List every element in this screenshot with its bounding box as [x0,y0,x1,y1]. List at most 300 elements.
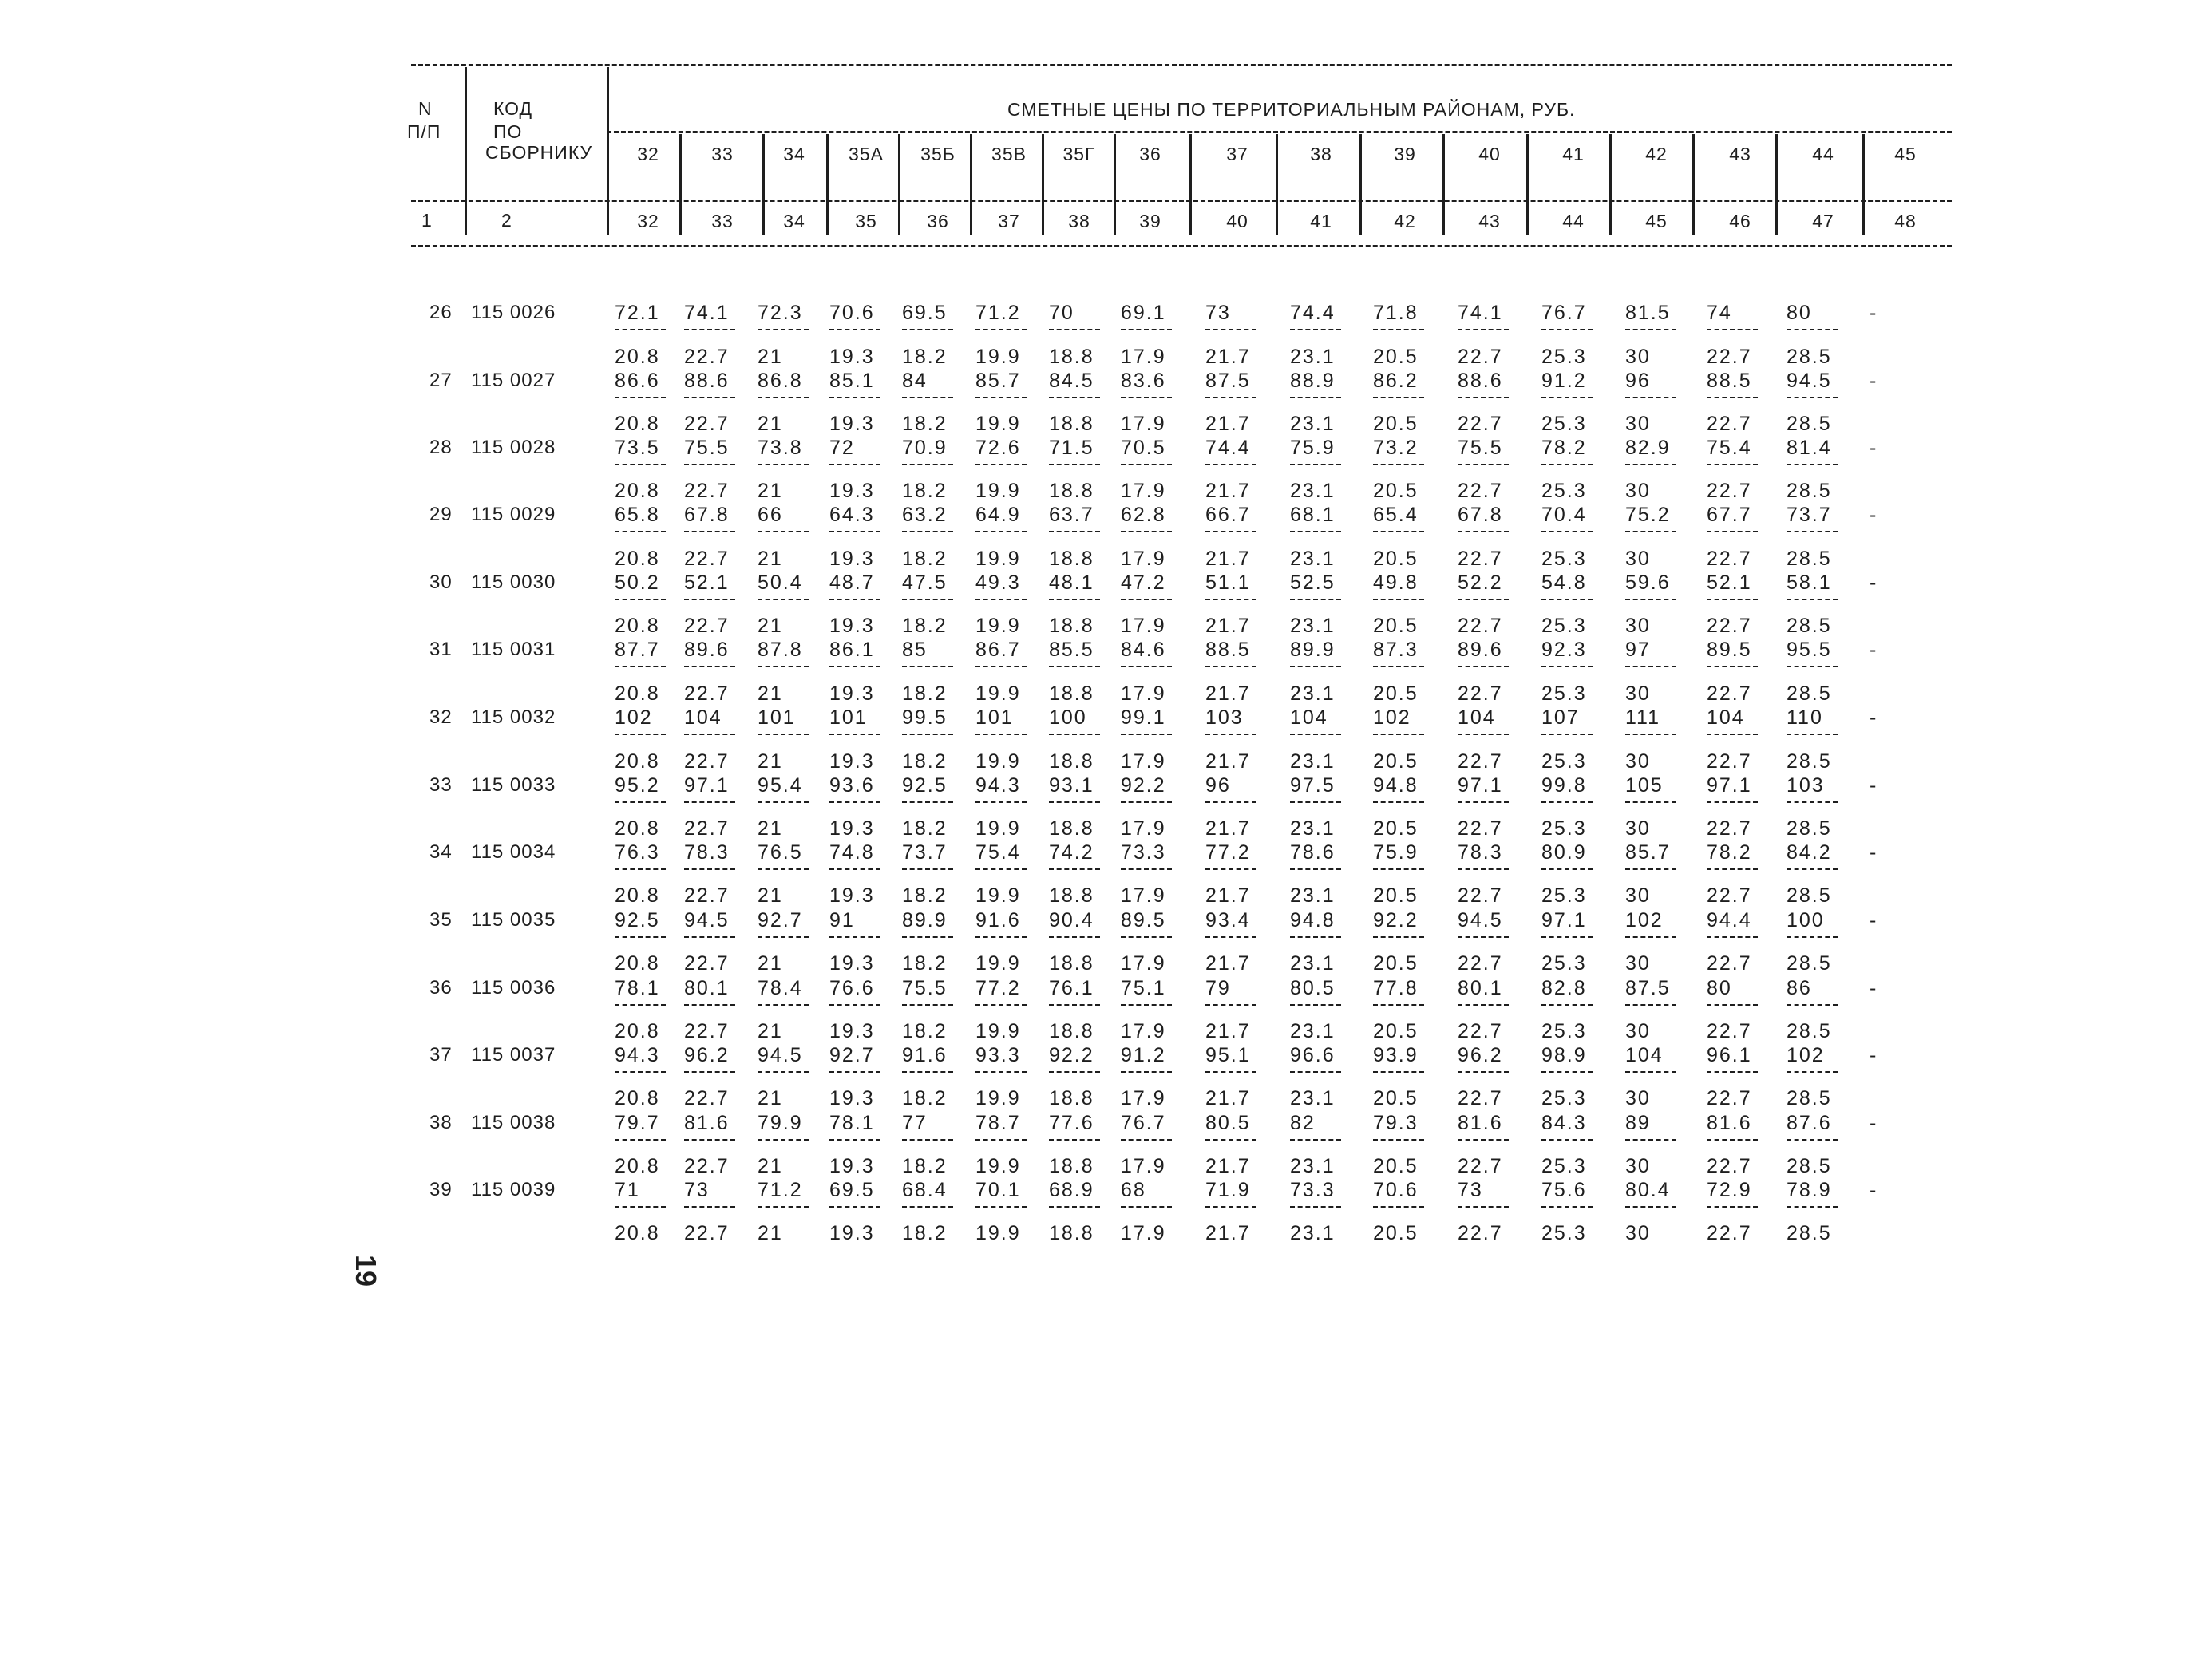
fraction-line [758,1139,809,1141]
fraction-line [902,666,953,667]
denominator-cell: 22.7 [1707,952,1752,975]
price-cell: 96.2 [1458,1044,1503,1066]
fraction-line [1290,734,1341,735]
fraction-line [615,1139,666,1141]
fraction-line [975,734,1027,735]
fraction-line [1373,397,1424,398]
row-code: 115 0031 [471,639,556,660]
price-cell: 93.1 [1049,774,1094,797]
denominator-cell: 22.7 [1707,1020,1752,1042]
fraction-line [1121,868,1172,870]
fraction-line [1205,936,1256,938]
district-code: 34 [783,144,805,164]
price-cell: 88.5 [1707,370,1752,392]
price-cell: 80.1 [1458,977,1503,999]
denominator-cell: 22.7 [1458,346,1503,368]
denominator-cell: 21.7 [1205,884,1251,907]
price-cell: 94.8 [1290,909,1336,931]
page-number: 19 [350,1254,383,1287]
fraction-line [1373,599,1424,600]
fraction-line [615,397,666,398]
fraction-line [1541,531,1593,532]
fraction-line [1541,1071,1593,1073]
denominator-cell: 21 [758,952,783,975]
price-cell: 92.7 [758,909,803,931]
row-number: 30 [429,571,453,593]
price-cell: 93.4 [1205,909,1251,931]
price-cell: 52.2 [1458,571,1503,594]
denominator-cell: 20.8 [615,413,660,435]
fraction-line [1121,464,1172,465]
price-cell: 88.9 [1290,370,1336,392]
price-cell: 98.9 [1541,1044,1587,1066]
price-cell: 95.2 [615,774,660,797]
denominator-cell: 19.3 [829,615,875,637]
fraction-line [615,1004,666,1006]
fraction-line [902,801,953,803]
price-cell: 74 [1707,302,1732,324]
district-code: 40 [1478,144,1501,164]
denominator-cell: 21 [758,1155,783,1177]
price-cell: 76.7 [1121,1112,1166,1134]
denominator-cell: 19.9 [975,480,1021,502]
fraction-line [615,531,666,532]
price-cell: 84.5 [1049,370,1094,392]
price-cell: 48.7 [829,571,875,594]
price-cell: 104 [1625,1044,1664,1066]
denominator-cell: 25.3 [1541,1222,1587,1244]
denominator-cell: 25.3 [1541,884,1587,907]
denominator-cell: 22.7 [684,884,730,907]
fraction-line [1373,868,1424,870]
price-cell: 72.1 [615,302,660,324]
price-cell: 103 [1787,774,1825,797]
fraction-line [1373,329,1424,330]
denominator-cell: 18.2 [902,346,948,368]
col-num-label-2: П/П [407,121,441,142]
denominator-cell: 21 [758,346,783,368]
district-code: 35В [991,144,1027,164]
price-cell: 92.5 [615,909,660,931]
fraction-line [1625,1004,1676,1006]
fraction-line [684,1139,735,1141]
fraction-line [1625,464,1676,465]
price-cell: 84.6 [1121,639,1166,661]
denominator-cell: 20.5 [1373,884,1419,907]
price-cell: 91.6 [975,909,1021,931]
price-cell: 96.1 [1707,1044,1752,1066]
column-index: 40 [1226,211,1248,231]
price-cell: 74.4 [1205,437,1251,459]
denominator-cell: 21.7 [1205,615,1251,637]
denominator-cell: 22.7 [684,480,730,502]
denominator-cell: 22.7 [1707,1087,1752,1109]
denominator-cell: 20.8 [615,817,660,840]
price-cell: 48.1 [1049,571,1094,594]
col-code-label-1: КОД [493,98,533,119]
fraction-line [758,329,809,330]
fraction-line [1625,936,1676,938]
price-cell: 73.8 [758,437,803,459]
col-num-label-1: N [418,98,433,119]
fraction-line [975,397,1027,398]
denominator-cell: 19.3 [829,1020,875,1042]
denominator-cell: 19.3 [829,480,875,502]
price-cell: 97.1 [1541,909,1587,931]
price-cell: 54.8 [1541,571,1587,594]
denominator-cell: 25.3 [1541,480,1587,502]
fraction-line [1787,734,1838,735]
denominator-cell: 20.5 [1373,413,1419,435]
denominator-cell: 19.9 [975,615,1021,637]
denominator-cell: 21 [758,750,783,773]
denominator-cell: 20.8 [615,750,660,773]
price-cell: 70.4 [1541,504,1587,526]
fraction-line [829,397,880,398]
price-cell: 72 [829,437,855,459]
fraction-line [1290,868,1341,870]
fraction-line [1373,936,1424,938]
col-code-label-3: СБОРНИКУ [485,142,593,163]
fraction-line [684,1071,735,1073]
denominator-cell: 18.8 [1049,750,1094,773]
fraction-line [975,868,1027,870]
fraction-line [1290,1206,1341,1208]
price-cell: 89.6 [684,639,730,661]
denominator-cell: 30 [1625,1020,1651,1042]
price-cell: 78.6 [1290,841,1336,864]
column-index: 45 [1645,211,1668,231]
fraction-line [1458,464,1509,465]
price-cell: 80 [1787,302,1812,324]
denominator-cell: 25.3 [1541,952,1587,975]
price-cell: 77 [902,1112,928,1134]
fraction-line [1458,1206,1509,1208]
fraction-line [1707,1004,1758,1006]
fraction-line [1541,734,1593,735]
denominator-cell: 28.5 [1787,413,1832,435]
fraction-line [975,1206,1027,1208]
price-cell: 96.6 [1290,1044,1336,1066]
denominator-cell: 23.1 [1290,480,1336,502]
denominator-cell: 22.7 [1707,413,1752,435]
fraction-line [1707,868,1758,870]
price-cell: 81.6 [1707,1112,1752,1134]
price-cell: 70.1 [975,1179,1021,1201]
price-cell: 94.5 [758,1044,803,1066]
denominator-cell: 22.7 [684,548,730,570]
price-cell: 58.1 [1787,571,1832,594]
denominator-cell: 19.9 [975,817,1021,840]
fraction-line [1121,936,1172,938]
fraction-line [829,801,880,803]
fraction-line [1290,936,1341,938]
row-number: 28 [429,437,453,458]
price-cell: 89.5 [1707,639,1752,661]
price-cell: 73.2 [1373,437,1419,459]
price-cell: 74.4 [1290,302,1336,324]
denominator-cell: 28.5 [1787,1222,1832,1244]
price-cell: 71.9 [1205,1179,1251,1201]
fraction-line [1787,329,1838,330]
column-index: 47 [1812,211,1834,231]
row-tail-dash: - [1870,571,1877,594]
price-cell: 68.1 [1290,504,1336,526]
district-code: 37 [1226,144,1248,164]
fraction-line [1458,329,1509,330]
column-index: 41 [1310,211,1332,231]
price-cell: 66.7 [1205,504,1251,526]
price-cell: 73.7 [902,841,948,864]
denominator-cell: 21.7 [1205,346,1251,368]
fraction-line [1787,531,1838,532]
denominator-cell: 22.7 [1707,817,1752,840]
fraction-line [1458,1004,1509,1006]
denominator-cell: 23.1 [1290,346,1336,368]
denominator-cell: 22.7 [684,952,730,975]
row-code: 115 0039 [471,1179,556,1200]
fraction-line [1625,397,1676,398]
fraction-line [1707,1071,1758,1073]
fraction-line [1787,801,1838,803]
denominator-cell: 20.8 [615,480,660,502]
price-cell: 73 [1458,1179,1483,1201]
denominator-cell: 18.2 [902,548,948,570]
price-cell: 63.7 [1049,504,1094,526]
district-code: 44 [1812,144,1834,164]
fraction-line [1625,801,1676,803]
fraction-line [758,801,809,803]
fraction-line [1458,868,1509,870]
fraction-line [829,936,880,938]
denominator-cell: 21 [758,480,783,502]
price-cell: 72.6 [975,437,1021,459]
district-code: 33 [711,144,734,164]
fraction-line [1707,734,1758,735]
denominator-cell: 18.2 [902,1020,948,1042]
price-cell: 99.5 [902,706,948,729]
fraction-line [684,397,735,398]
price-cell: 73.5 [615,437,660,459]
price-cell: 80.5 [1290,977,1336,999]
price-cell: 89.6 [1458,639,1503,661]
fraction-line [829,734,880,735]
price-cell: 47.5 [902,571,948,594]
price-cell: 95.4 [758,774,803,797]
price-cell: 111 [1625,706,1661,729]
fraction-line [1541,329,1593,330]
fraction-line [1541,464,1593,465]
fraction-line [1121,531,1172,532]
price-cell: 73.3 [1121,841,1166,864]
column-index: 36 [927,211,949,231]
price-cell: 64.3 [829,504,875,526]
price-cell: 96.2 [684,1044,730,1066]
price-cell: 69.5 [902,302,948,324]
price-cell: 80.5 [1205,1112,1251,1134]
price-cell: 88.6 [1458,370,1503,392]
denominator-cell: 22.7 [1458,1155,1503,1177]
price-cell: 86.2 [1373,370,1419,392]
fraction-line [1541,801,1593,803]
price-cell: 94.3 [615,1044,660,1066]
denominator-cell: 17.9 [1121,548,1166,570]
price-cell: 77.6 [1049,1112,1094,1134]
fraction-line [1458,397,1509,398]
fraction-line [1541,1004,1593,1006]
fraction-line [1787,1071,1838,1073]
denominator-cell: 21 [758,1222,783,1244]
district-code: 38 [1310,144,1332,164]
price-cell: 70.5 [1121,437,1166,459]
denominator-cell: 22.7 [684,682,730,705]
row-tail-dash: - [1870,1112,1877,1134]
price-cell: 70.6 [829,302,875,324]
denominator-cell: 18.2 [902,1087,948,1109]
denominator-cell: 22.7 [684,1087,730,1109]
denominator-cell: 17.9 [1121,615,1166,637]
denominator-cell: 23.1 [1290,817,1336,840]
denominator-cell: 18.8 [1049,682,1094,705]
denominator-cell: 19.3 [829,346,875,368]
fraction-line [1049,666,1100,667]
denominator-cell: 22.7 [1707,1222,1752,1244]
fraction-line [1787,868,1838,870]
price-cell: 89.9 [1290,639,1336,661]
price-cell: 81.4 [1787,437,1832,459]
fraction-line [684,868,735,870]
column-index: 42 [1394,211,1416,231]
fraction-line [1707,531,1758,532]
denominator-cell: 17.9 [1121,480,1166,502]
fraction-line [684,329,735,330]
fraction-line [1541,936,1593,938]
row-code: 115 0030 [471,571,556,593]
denominator-cell: 25.3 [1541,615,1587,637]
fraction-line [1049,1071,1100,1073]
fraction-line [1625,599,1676,600]
price-cell: 81.5 [1625,302,1671,324]
price-cell: 78.7 [975,1112,1021,1134]
fraction-line [975,801,1027,803]
price-cell: 65.8 [615,504,660,526]
fraction-line [615,464,666,465]
district-code: 45 [1894,144,1917,164]
price-cell: 52.1 [1707,571,1752,594]
price-cell: 92.5 [902,774,948,797]
denominator-cell: 21.7 [1205,682,1251,705]
price-cell: 75.1 [1121,977,1166,999]
fraction-line [902,329,953,330]
price-cell: 81.6 [1458,1112,1503,1134]
denominator-cell: 23.1 [1290,1087,1336,1109]
price-cell: 94.4 [1707,909,1752,931]
denominator-cell: 21 [758,1020,783,1042]
price-cell: 104 [1290,706,1328,729]
price-cell: 102 [1625,909,1664,931]
fraction-line [758,531,809,532]
price-cell: 76.7 [1541,302,1587,324]
price-cell: 85.7 [1625,841,1671,864]
row-tail-dash: - [1870,1044,1877,1066]
row-number: 39 [429,1179,453,1200]
denominator-cell: 18.8 [1049,346,1094,368]
price-cell: 72.9 [1707,1179,1752,1201]
denominator-cell: 22.7 [1707,346,1752,368]
fraction-line [1290,397,1341,398]
price-cell: 67.7 [1707,504,1752,526]
fraction-line [975,531,1027,532]
denominator-cell: 22.7 [1458,615,1503,637]
fraction-line [829,868,880,870]
fraction-line [1290,666,1341,667]
fraction-line [975,464,1027,465]
price-cell: 65.4 [1373,504,1419,526]
price-cell: 62.8 [1121,504,1166,526]
price-cell: 49.8 [1373,571,1419,594]
price-cell: 73 [684,1179,710,1201]
fraction-line [1625,531,1676,532]
row-number: 36 [429,977,453,999]
denominator-cell: 20.5 [1373,817,1419,840]
denominator-cell: 22.7 [684,346,730,368]
price-cell: 102 [1373,706,1411,729]
fraction-line [1787,464,1838,465]
price-cell: 99.1 [1121,706,1166,729]
row-code: 115 0036 [471,977,556,999]
row-code: 115 0029 [471,504,556,525]
denominator-cell: 19.9 [975,750,1021,773]
denominator-cell: 21.7 [1205,750,1251,773]
denominator-cell: 25.3 [1541,548,1587,570]
column-index: 35 [855,211,877,231]
fraction-line [1205,1071,1256,1073]
price-cell: 64.9 [975,504,1021,526]
denominator-cell: 20.8 [615,1020,660,1042]
denominator-cell: 22.7 [1458,884,1503,907]
denominator-cell: 17.9 [1121,682,1166,705]
price-cell: 102 [615,706,653,729]
fraction-line [1290,1139,1341,1141]
fraction-line [1541,666,1593,667]
fraction-line [758,1071,809,1073]
fraction-line [1373,531,1424,532]
row-number: 29 [429,504,453,525]
row-tail-dash: - [1870,977,1877,999]
price-cell: 80.1 [684,977,730,999]
denominator-cell: 20.8 [615,682,660,705]
fraction-line [975,1004,1027,1006]
fraction-line [1625,734,1676,735]
price-cell: 85 [902,639,928,661]
fraction-line [615,1071,666,1073]
price-cell: 96 [1205,774,1231,797]
denominator-cell: 28.5 [1787,952,1832,975]
fraction-line [758,599,809,600]
price-cell: 93.6 [829,774,875,797]
denominator-cell: 19.9 [975,1222,1021,1244]
fraction-line [902,1004,953,1006]
denominator-cell: 19.3 [829,1087,875,1109]
row-tail-dash: - [1870,1179,1877,1201]
denominator-cell: 20.8 [615,1087,660,1109]
denominator-cell: 25.3 [1541,1020,1587,1042]
denominator-cell: 21 [758,413,783,435]
fraction-line [684,734,735,735]
denominator-cell: 22.7 [1707,1155,1752,1177]
denominator-cell: 25.3 [1541,346,1587,368]
price-cell: 70.6 [1373,1179,1419,1201]
